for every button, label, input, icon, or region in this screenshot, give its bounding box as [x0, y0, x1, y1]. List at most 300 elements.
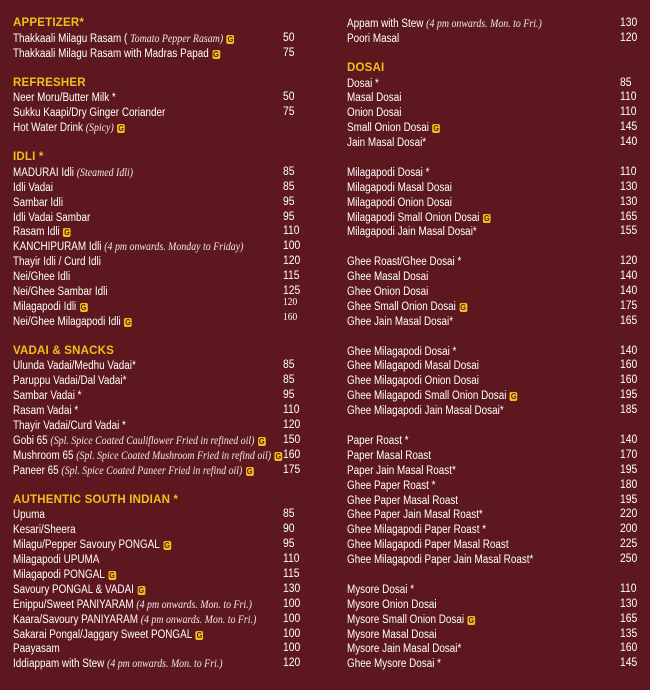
item-name: Sakarai Pongal/Jaggary Sweet PONGAL: [13, 628, 193, 641]
item-name-group: [347, 300, 467, 315]
menu-item: [13, 567, 323, 582]
spacer: [347, 418, 642, 433]
item-price: 135: [620, 627, 638, 640]
item-name-group: [347, 434, 409, 449]
item-name-group: [13, 583, 145, 598]
item-name: Ghee Masal Dosai: [347, 271, 429, 284]
item-name: Kaara/Savoury PANIYARAM: [13, 613, 138, 626]
item-name-group: [13, 181, 53, 196]
g-badge-icon: G: [483, 212, 490, 223]
menu-item: [13, 195, 323, 210]
item-name: Milagapodi Idli: [13, 300, 77, 313]
item-name-group: [347, 77, 379, 92]
item-name-group: [13, 91, 116, 106]
g-badge-icon: G: [460, 301, 467, 312]
item-name-group: [13, 211, 90, 226]
item-name-group: [347, 196, 452, 211]
item-price: 95: [283, 195, 295, 208]
item-name: Ghee Milagapodi Jain Masal Dosai*: [347, 405, 504, 418]
item-name-group: [347, 538, 509, 553]
g-badge-icon: G: [118, 123, 124, 134]
item-name-group: [347, 285, 428, 300]
menu-item: [347, 210, 642, 225]
section-heading: IDLI *: [13, 151, 44, 164]
menu-item: [13, 582, 323, 597]
menu-item: [347, 314, 642, 329]
menu-item: [347, 597, 642, 612]
item-price: 85: [283, 359, 295, 372]
menu-item: [347, 180, 642, 195]
item-price: 110: [283, 404, 300, 417]
item-name: Paayasam: [13, 643, 60, 656]
item-name-group: [347, 479, 436, 494]
item-price: 95: [283, 538, 295, 551]
item-name-group: [13, 628, 203, 643]
item-name-group: [347, 225, 477, 240]
item-name: Iddiappam with Stew: [13, 658, 105, 671]
menu-item: [13, 180, 323, 195]
item-name: Rasam Vadai *: [13, 405, 79, 418]
item-name: Kesari/Sheera: [13, 524, 76, 537]
item-price: 95: [283, 389, 295, 402]
section-heading: REFRESHER: [13, 76, 86, 89]
item-price: 140: [620, 136, 638, 149]
g-badge-icon: G: [510, 391, 517, 402]
item-price: 160: [283, 311, 298, 323]
item-name: Idli Vadai Sambar: [13, 211, 91, 224]
item-price: 165: [620, 612, 638, 625]
g-badge-icon: G: [227, 33, 234, 44]
item-name: Nei/Ghee Sambar Idli: [13, 286, 108, 299]
menu-item: [347, 552, 642, 567]
menu-item: [347, 627, 642, 642]
item-name: Ghee Paper Roast *: [347, 479, 436, 492]
item-name-group: [347, 17, 542, 32]
item-note: (4 pm onwards. Monday to Friday): [104, 241, 244, 254]
item-price: 175: [620, 299, 638, 312]
item-note: (4 pm onwards. Mon. to Fri.): [426, 18, 542, 30]
item-name-group: [347, 359, 479, 374]
item-name: Enippu/Sweet PANIYARAM: [13, 598, 134, 611]
item-name: Ghee Roast/Ghee Dosai *: [347, 256, 462, 269]
item-name-group: [347, 583, 414, 598]
menu-item: [13, 373, 323, 388]
item-name: Paruppu Vadai/Dal Vadai*: [13, 375, 127, 388]
menu-item: [13, 463, 323, 478]
item-price: 110: [620, 582, 637, 595]
menu-item: [13, 552, 323, 567]
item-price: 180: [620, 478, 638, 491]
item-name: Sambar Idli: [13, 196, 64, 209]
item-price: 160: [620, 359, 638, 372]
item-name: Ulunda Vadai/Medhu Vadai*: [13, 360, 136, 373]
g-badge-icon: G: [138, 584, 145, 595]
item-name-group: [13, 196, 63, 211]
menu-item: [347, 448, 642, 463]
item-name-group: [347, 389, 518, 404]
item-name-group: [13, 508, 45, 523]
item-name-group: [13, 32, 234, 47]
item-name: Appam with Stew: [347, 18, 424, 30]
item-price: 160: [283, 448, 301, 461]
item-name: Ghee Mysore Dosai *: [347, 658, 441, 671]
item-name: Small Onion Dosai: [347, 122, 429, 135]
item-price: 100: [283, 597, 301, 610]
item-name-group: [347, 404, 504, 419]
menu-item: [347, 582, 642, 597]
item-name: Poori Masal: [347, 32, 400, 45]
item-name-group: [347, 657, 441, 672]
item-name-group: [13, 404, 78, 419]
item-price: 195: [620, 389, 638, 402]
item-price: 165: [620, 210, 638, 223]
item-name: MADURAI Idli: [13, 166, 75, 179]
item-name: Paper Masal Roast: [347, 449, 432, 462]
spacer: [13, 61, 323, 76]
item-price: 100: [283, 642, 301, 655]
item-name: Ghee Paper Jain Masal Roast*: [347, 509, 483, 522]
item-price: 85: [283, 374, 295, 387]
item-name: Milagapodi PONGAL: [13, 568, 105, 581]
item-name: Idli Vadai: [13, 181, 53, 194]
item-name: Thayir Idli / Curd Idli: [13, 256, 101, 269]
section-heading: AUTHENTIC SOUTH INDIAN *: [13, 493, 179, 506]
item-price: 175: [283, 463, 301, 476]
item-price: 115: [283, 567, 300, 580]
item-name-group: [347, 449, 431, 464]
item-name: Thakkaali Milagu Rasam (: [13, 32, 128, 45]
menu-item: [347, 195, 642, 210]
menu-item: [13, 612, 323, 627]
g-badge-icon: G: [109, 569, 115, 580]
menu-item: [347, 90, 642, 105]
item-price: 160: [620, 374, 638, 387]
item-price: 195: [620, 493, 638, 506]
item-name: Ghee Milagapodi Paper Roast *: [347, 524, 487, 537]
item-name: Neer Moru/Butter Milk *: [13, 92, 116, 105]
item-price: 120: [283, 419, 301, 432]
menu-item: [347, 165, 642, 180]
item-name: Sukku Kaapi/Dry Ginger Coriander: [13, 107, 166, 120]
item-name-group: [13, 315, 132, 330]
item-name-group: [13, 300, 87, 315]
item-name-group: [13, 449, 282, 464]
item-price: 110: [620, 165, 637, 178]
item-note: (Spl. Spice Coated Cauliflower Fried in refined oil): [50, 434, 255, 447]
item-price: 145: [620, 121, 638, 134]
item-name-group: [347, 628, 437, 643]
item-name-group: [347, 374, 479, 389]
item-price: 115: [283, 270, 300, 283]
menu-item: [13, 433, 323, 448]
item-name-group: [347, 211, 491, 226]
menu-item: [347, 358, 642, 373]
menu-item: [347, 373, 642, 388]
item-price: 250: [620, 553, 638, 566]
item-name-group: [347, 91, 401, 106]
spacer: [13, 478, 323, 493]
section-heading: DOSAI: [347, 61, 385, 74]
item-name: Milagapodi Jain Masal Dosai*: [347, 226, 477, 239]
item-price: 110: [620, 106, 637, 119]
item-price: 90: [283, 523, 295, 536]
item-name-group: [13, 657, 223, 672]
item-price: 165: [620, 314, 638, 327]
item-name-group: [347, 508, 483, 523]
item-price: 100: [283, 627, 301, 640]
g-badge-icon: G: [164, 540, 170, 551]
menu-item: [13, 448, 323, 463]
menu-item: [347, 254, 642, 269]
item-price: 140: [620, 433, 638, 446]
item-price: 100: [283, 612, 301, 625]
item-name: Mysore Onion Dosai: [347, 598, 437, 611]
menu-item: [13, 656, 323, 671]
menu-item: [347, 403, 642, 418]
menu-item: [13, 296, 323, 314]
item-name: Milagapodi UPUMA: [13, 554, 100, 567]
item-name-group: [13, 225, 71, 240]
item-name-group: [13, 598, 252, 613]
item-name-group: [13, 374, 126, 389]
item-name-group: [347, 553, 533, 568]
item-name-group: [13, 464, 254, 479]
item-name: Ghee Milagapodi Masal Dosai: [347, 360, 479, 373]
menu-item: [347, 224, 642, 239]
g-badge-icon: G: [80, 301, 87, 312]
menu-item: [13, 627, 323, 642]
item-name: Ghee Milagapodi Paper Jain Masal Roast*: [347, 554, 534, 567]
item-price: 150: [283, 433, 301, 446]
item-name: Paper Roast *: [347, 434, 409, 447]
section-heading: APPETIZER*: [13, 17, 85, 29]
item-name-group: [347, 181, 452, 196]
g-badge-icon: G: [64, 227, 70, 238]
item-name-group: [13, 642, 60, 657]
item-name: Ghee Onion Dosai: [347, 286, 429, 299]
item-price: 85: [283, 180, 295, 193]
menu-item: [347, 16, 642, 31]
item-name-group: [347, 166, 429, 181]
spacer: [347, 239, 642, 254]
menu-item: [13, 239, 323, 254]
g-badge-icon: G: [125, 316, 131, 327]
item-name-group: [347, 121, 440, 136]
menu-item: [347, 641, 642, 656]
menu-item: [347, 120, 642, 135]
item-price: 130: [620, 180, 638, 193]
item-price: 220: [620, 508, 638, 521]
menu-item: [13, 120, 323, 135]
menu-item: [347, 537, 642, 552]
menu-item: [347, 76, 642, 91]
item-name: Thayir Vadai/Curd Vadai *: [13, 420, 126, 433]
section-heading: VADAI & SNACKS: [13, 344, 114, 357]
menu-item: [13, 105, 323, 120]
item-name: Mysore Masal Dosai: [347, 628, 437, 641]
g-badge-icon: G: [213, 48, 219, 59]
item-name: Thakkaali Milagu Rasam with Madras Papad: [13, 47, 209, 60]
spacer: [347, 329, 642, 344]
item-price: 130: [283, 582, 301, 595]
item-name: Mushroom 65: [13, 449, 74, 462]
item-name-group: [347, 613, 475, 628]
menu-item: [13, 507, 323, 522]
menu-item: [347, 135, 642, 150]
menu-item: [13, 254, 323, 269]
item-name: Sambar Vadai *: [13, 390, 82, 403]
item-note: (Steamed Idli): [76, 166, 134, 179]
item-name-group: [13, 240, 243, 255]
item-name: Hot Water Drink: [13, 122, 83, 135]
item-name-group: [13, 47, 220, 62]
item-price: 120: [283, 657, 301, 670]
item-name: Ghee Jain Masal Dosai*: [347, 315, 454, 328]
item-price: 170: [620, 448, 638, 461]
item-name: Paneer 65: [13, 464, 59, 477]
item-name: Savoury PONGAL & VADAI: [13, 583, 134, 596]
item-name: Ghee Small Onion Dosai: [347, 300, 456, 313]
item-name: Onion Dosai: [347, 107, 402, 120]
item-price: 200: [620, 523, 638, 536]
menu-item: [347, 344, 642, 359]
menu-item: [347, 463, 642, 478]
menu-item: [347, 522, 642, 537]
menu-item: [347, 433, 642, 448]
item-name-group: [13, 389, 82, 404]
item-price: 120: [283, 255, 301, 268]
item-name: Milagapodi Dosai *: [347, 166, 430, 179]
menu-item: [347, 105, 642, 120]
item-price: 225: [620, 538, 638, 551]
item-name: Milagu/Pepper Savoury PONGAL: [13, 539, 160, 552]
menu-item: [347, 493, 642, 508]
item-price: 185: [620, 404, 638, 417]
item-price: 50: [283, 91, 295, 104]
menu-item: [347, 656, 642, 671]
spacer: [347, 46, 642, 61]
item-name: Paper Jain Masal Roast*: [347, 464, 456, 477]
item-note: (4 pm onwards. Mon. to Fri.): [136, 598, 252, 611]
item-name: Dosai *: [347, 77, 379, 90]
item-name: KANCHIPURAM Idli: [13, 241, 102, 254]
item-price: 75: [283, 106, 295, 119]
item-price: 160: [620, 642, 638, 655]
item-name: Mysore Small Onion Dosai: [347, 613, 465, 626]
menu-item: [347, 269, 642, 284]
item-name-group: [13, 419, 126, 434]
item-name-group: [347, 523, 486, 538]
item-price: 140: [620, 285, 638, 298]
item-name: Milagapodi Small Onion Dosai: [347, 211, 480, 224]
item-name: Mysore Dosai *: [347, 583, 415, 596]
menu-item: [13, 165, 323, 180]
item-price: 85: [283, 508, 295, 521]
item-name-group: [347, 32, 399, 47]
item-name: Mysore Jain Masal Dosai*: [347, 643, 462, 656]
item-name-group: [347, 598, 437, 613]
item-name-group: [13, 166, 133, 181]
item-name-group: [347, 270, 428, 285]
menu-item: [347, 31, 642, 46]
menu-item: [13, 388, 323, 403]
menu-item: [13, 641, 323, 656]
item-price: 155: [620, 225, 638, 238]
menu-item: [13, 311, 323, 329]
item-price: 120: [620, 255, 638, 268]
item-name: Nei/Ghee Idli: [13, 271, 71, 284]
item-note: (Spl. Spice Coated Paneer Fried in refind oil): [61, 464, 243, 477]
item-name-group: [13, 523, 76, 538]
item-price: 130: [620, 17, 638, 29]
item-name-group: [347, 345, 456, 360]
item-price: 120: [283, 296, 298, 308]
item-price: 145: [620, 657, 638, 670]
menu-item: [13, 210, 323, 225]
spacer: [347, 567, 642, 582]
menu-item: [347, 299, 642, 314]
item-name-group: [13, 613, 256, 628]
menu-item: [347, 507, 642, 522]
g-badge-icon: G: [275, 450, 282, 461]
g-badge-icon: G: [468, 614, 475, 625]
item-name-group: [13, 568, 116, 583]
item-note: (4 pm onwards. Mon. to Fri.): [107, 658, 223, 671]
item-name: Ghee Paper Masal Roast: [347, 494, 459, 507]
item-name-group: [13, 106, 165, 121]
item-name: Ghee Milagapodi Dosai *: [347, 345, 457, 358]
g-badge-icon: G: [246, 465, 253, 476]
item-name-group: [13, 285, 108, 300]
menu-column-left: [13, 16, 323, 671]
item-price: 110: [283, 553, 300, 566]
menu-item: [347, 612, 642, 627]
item-name: Nei/Ghee Milagapodi Idli: [13, 315, 121, 328]
item-name: Gobi 65: [13, 434, 48, 447]
item-name: Milagapodi Masal Dosai: [347, 181, 453, 194]
item-price: 130: [620, 597, 638, 610]
menu-item: [13, 418, 323, 433]
item-price: 85: [620, 76, 632, 89]
item-price: 130: [620, 195, 638, 208]
item-name: Ghee Milagapodi Onion Dosai: [347, 375, 479, 388]
item-name: Rasam Idli: [13, 226, 60, 239]
item-name-group: [347, 464, 456, 479]
item-name-group: [347, 136, 426, 151]
item-name-group: [347, 642, 461, 657]
menu-item: [13, 537, 323, 552]
item-name-group: [347, 494, 458, 509]
item-price: 110: [283, 225, 300, 238]
item-price: 140: [620, 344, 638, 357]
menu-item: [13, 269, 323, 284]
item-price: 100: [283, 240, 301, 253]
item-name-group: [13, 538, 171, 553]
item-price: 140: [620, 270, 638, 283]
menu-item: [13, 46, 323, 61]
item-name: Jain Masal Dosai*: [347, 137, 427, 150]
item-price: 95: [283, 210, 295, 223]
item-name-group: [347, 106, 401, 121]
item-price: 85: [283, 165, 295, 178]
menu-item: [13, 284, 323, 299]
item-name-group: [13, 434, 266, 449]
item-name: Ghee Milagapodi Paper Masal Roast: [347, 539, 509, 552]
menu-item: [13, 358, 323, 373]
item-name-group: [347, 255, 461, 270]
item-name: Ghee Milagapodi Small Onion Dosai: [347, 390, 507, 403]
item-price: 125: [283, 285, 301, 298]
